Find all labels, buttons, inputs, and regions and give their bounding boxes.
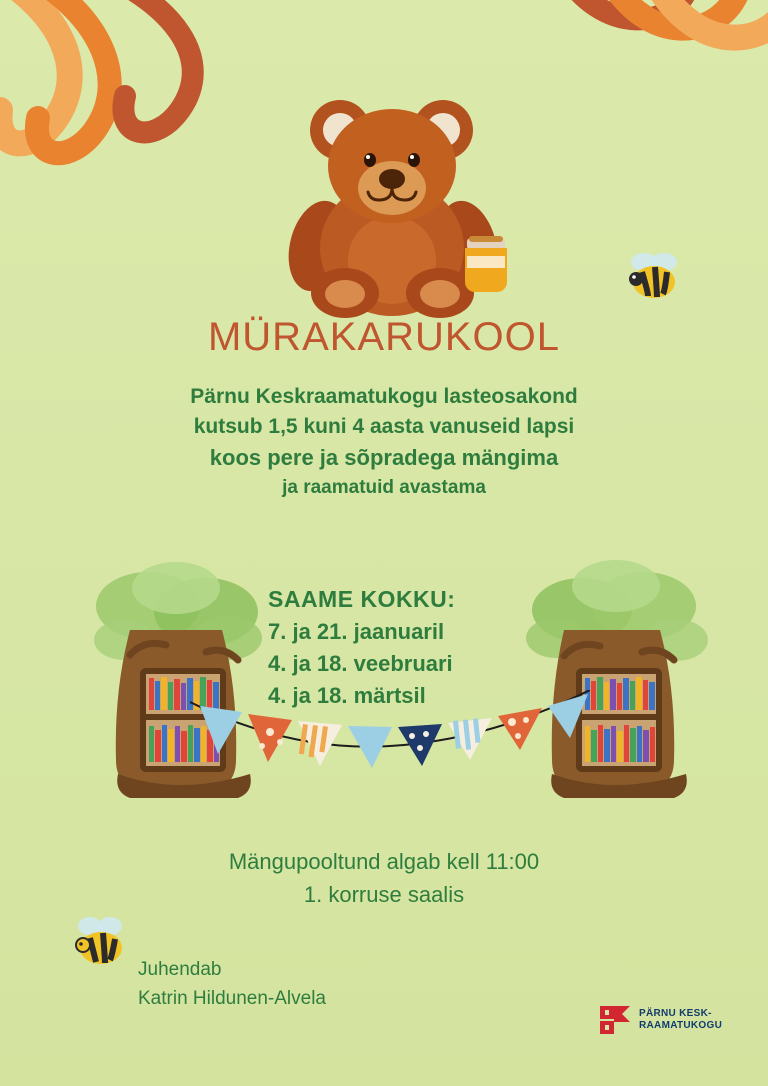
date-item-3: 4. ja 18. märtsil — [268, 683, 426, 708]
intro-line-4: ja raamatuid avastama — [282, 477, 486, 498]
logo-text-line-2: RAAMATUKOGU — [639, 1020, 723, 1031]
bee-illustration — [622, 246, 684, 306]
logo-text-line-1: PÄRNU KESK- — [639, 1008, 712, 1019]
intro-text — [0, 382, 768, 503]
dates-heading: SAAME KOKKU: — [268, 586, 456, 612]
guide-info — [138, 955, 326, 1013]
intro-line-3: koos pere ja sõpradega mängima — [209, 445, 559, 470]
date-item-1: 7. ja 21. jaanuaril — [268, 619, 445, 644]
logo-text — [639, 1008, 722, 1032]
intro-line-2: kutsub 1,5 kuni 4 aasta vanuseid lapsi — [193, 415, 575, 438]
library-logo — [598, 1004, 722, 1036]
honey-jar-illustration — [455, 220, 517, 300]
time-info — [0, 845, 768, 911]
party-flags-illustration — [190, 690, 590, 800]
poster-title: MÜRAKARUKOOL — [207, 315, 561, 359]
bee-illustration-bottom — [70, 912, 132, 972]
time-line-1: Mängupooltund algab kell 11:00 — [228, 849, 540, 874]
logo-mark-icon — [598, 1004, 632, 1036]
intro-line-1: Pärnu Keskraamatukogu lasteosakond — [190, 385, 578, 408]
time-line-2: 1. korruse saalis — [303, 882, 465, 907]
date-item-2: 4. ja 18. veebruari — [268, 651, 453, 676]
guide-label: Juhendab — [138, 959, 222, 980]
guide-name: Katrin Hildunen-Alvela — [138, 988, 326, 1009]
